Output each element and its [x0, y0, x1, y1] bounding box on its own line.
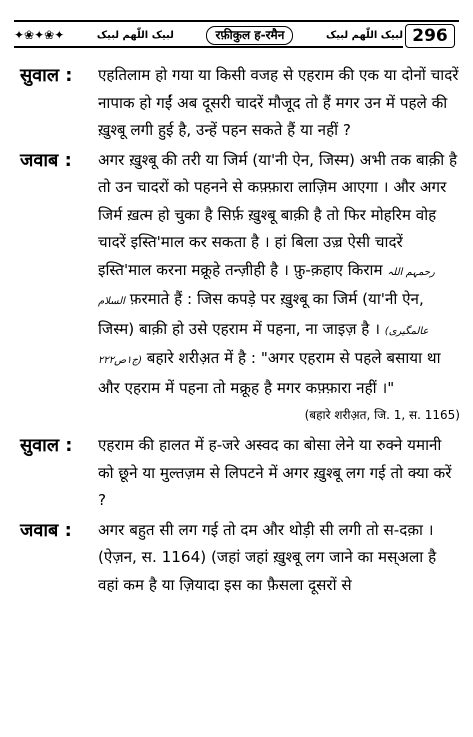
answer-label: जवाब : [20, 519, 72, 541]
answer-text: अगर बहुत सी लग गई तो दम और थोड़ी सी लगी तो स-दक़ा । (ऐज़न, स. 1164) (जहां जहां ख़ुश्बू लग जाने का मस्अला है वहां कम है या ज़ियादा इस का फ़ैसला दूसरों से [98, 520, 437, 594]
question-2 [20, 432, 460, 515]
answer-label: जवाब : [20, 149, 72, 171]
running-title: रफ़ीकुल ह-रमैन [206, 26, 293, 45]
calligraphy-left: لبیک اللّٰھم لبیک [96, 29, 174, 41]
answer-text-part-a: अगर ख़ुश्बू की तरी या जिर्म (या'नी ऐन, जिस्म) अभी तक बाक़ी है तो उन चादरों को पहनने से कफ़्फ़ारा लाज़िम आएगा । और अगर जिर्म ख़त्म हो चुका है सिर्फ़ ख़ुश्बू बाक़ी है तो फिर मोहरिम वोह चादरें इस्ति'माल कर सकता है । हां बिला उज़्र ऐसी चादरें इस्ति'माल करना मक्रूहे तन्ज़ीही है । फ़ु-क़हाए किराम [98, 150, 458, 279]
honorific-calligraphy: رحمہم اللہ السلام [98, 266, 435, 307]
calligraphy-right: لبیک اللّٰھم لبیک [325, 29, 403, 41]
reference-citation: (बहारे शरीअ़त, जि. 1, स. 1165) [304, 408, 460, 422]
answer-text-part-c: बहारे शरीअ़त में है : "अगर एहराम से पहले बसाया था और एहराम में पहना तो मक्रूह है मगर कफ़्फ़ारा नहीं ।" [98, 349, 441, 397]
answer-2 [20, 517, 460, 600]
question-label: सुवाल : [20, 435, 73, 456]
header-bottom-rule [14, 46, 403, 48]
answer-text [98, 147, 460, 403]
ornament-left: ✦❀✦❀✦ [14, 28, 65, 42]
arabic-citation: (عالمگیری ج۱ص۲۲۲) [98, 325, 429, 366]
header-ornament-row [14, 26, 403, 44]
question-label: सुवाल : [20, 65, 73, 86]
header-top-rule [14, 20, 459, 22]
question-text: एहराम की हालत में ह-जरे अस्वद का बोसा लेने या रुक्ने यमानी को छूने या मुल्तज़म से लिपटने में अगर ख़ुश्बू लग गई तो क्या करें ? [98, 436, 452, 509]
answer-text-part-b: फ़रमाते हैं : जिस कपड़े पर ख़ुश्बू का जिर्म (या'नी ऐन, जिस्म) बाक़ी हो उसे एहराम में पहना, ना जाइज़ है । [98, 290, 424, 338]
answer-1 [20, 147, 460, 403]
page-body [20, 62, 460, 599]
page-number: 296 [405, 24, 455, 48]
question-text: एहतिलाम हो गया या किसी वजह से एहराम की एक या दोनों चादरें नापाक हो गईं अब दूसरी चादरें मौजूद तो हैं मगर उन में पहले की ख़ुश्बू लगी हुई है, उन्हें पहन सकते हैं या नहीं ? [98, 66, 459, 139]
question-1 [20, 62, 460, 145]
page-header [0, 0, 473, 48]
